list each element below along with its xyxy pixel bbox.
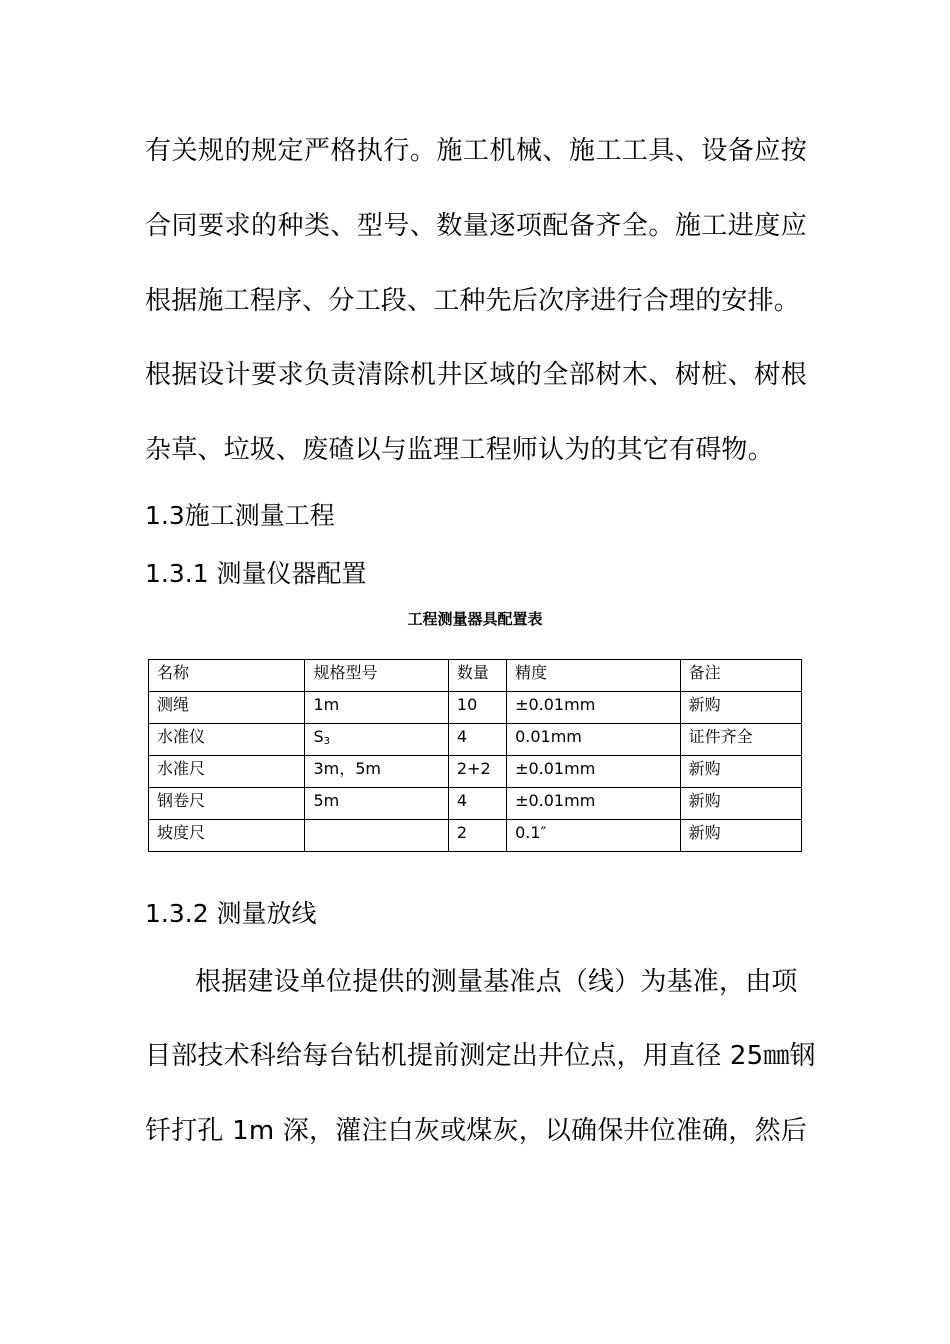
table-cell: 10: [448, 692, 506, 724]
table-cell: 1m: [305, 692, 448, 724]
paragraph-line: 钎打孔 1m 深，灌注白灰或煤灰，以确保井位准确，然后: [145, 1116, 807, 1146]
table-row: [149, 756, 802, 788]
table-cell: 2+2: [448, 756, 506, 788]
table-cell: 水准仪: [149, 724, 305, 756]
paragraph-line: 根据施工程序、分工段、工种先后次序进行合理的安排。: [145, 286, 801, 316]
table-cell: 0.01mm: [507, 724, 681, 756]
paragraph-line: 根据建设单位提供的测量基准点（线）为基准，由项: [195, 967, 798, 997]
paragraph-line: 杂草、垃圾、废碴以与监理工程师认为的其它有碍物。: [145, 435, 774, 465]
table-cell: [305, 820, 448, 852]
table-cell: ±0.01mm: [507, 756, 681, 788]
table-row: [149, 788, 802, 820]
table-row: [149, 724, 802, 756]
table-cell: 3m，5m: [305, 756, 448, 788]
table-cell: 证件齐全: [680, 724, 801, 756]
table-header-row: [149, 660, 802, 692]
table-cell: 坡度尺: [149, 820, 305, 852]
table-cell: 4: [448, 724, 506, 756]
table-cell: 新购: [680, 820, 801, 852]
table-cell: 新购: [680, 692, 801, 724]
subsection-heading: 1.3.1 测量仪器配置: [145, 559, 367, 588]
table-cell: 2: [448, 820, 506, 852]
header-cell: 备注: [680, 660, 801, 692]
table-cell: 5m: [305, 788, 448, 820]
header-cell: 精度: [507, 660, 681, 692]
subsection-heading: 1.3.2 测量放线: [145, 899, 317, 928]
table-row: [149, 820, 802, 852]
section-heading: 1.3施工测量工程: [145, 501, 335, 530]
paragraph-line: 有关规的规定严格执行。施工机械、施工工具、设备应按: [145, 136, 807, 166]
spec-text: S: [313, 727, 324, 746]
spec-subscript: 3: [323, 736, 330, 747]
table-cell: 钢卷尺: [149, 788, 305, 820]
table-row: [149, 692, 802, 724]
equipment-table: [148, 659, 802, 852]
paragraph-line: 合同要求的种类、型号、数量逐项配备齐全。施工进度应: [145, 211, 807, 241]
table-cell: 测绳: [149, 692, 305, 724]
table-cell: 新购: [680, 756, 801, 788]
table-cell: 新购: [680, 788, 801, 820]
paragraph-line: 目部技术科给每台钻机提前测定出井位点，用直径 25㎜钢: [145, 1041, 816, 1071]
table-cell: 0.1″: [507, 820, 681, 852]
header-cell: 名称: [149, 660, 305, 692]
table-cell: 4: [448, 788, 506, 820]
table-cell: ±0.01mm: [507, 788, 681, 820]
paragraph-line: 根据设计要求负责清除机井区域的全部树木、树桩、树根: [145, 360, 807, 390]
table-title: 工程测量器具配置表: [407, 610, 543, 628]
header-cell: 规格型号: [305, 660, 448, 692]
header-cell: 数量: [448, 660, 506, 692]
table-cell: [305, 724, 448, 756]
table-cell: 水准尺: [149, 756, 305, 788]
table-cell: ±0.01mm: [507, 692, 681, 724]
